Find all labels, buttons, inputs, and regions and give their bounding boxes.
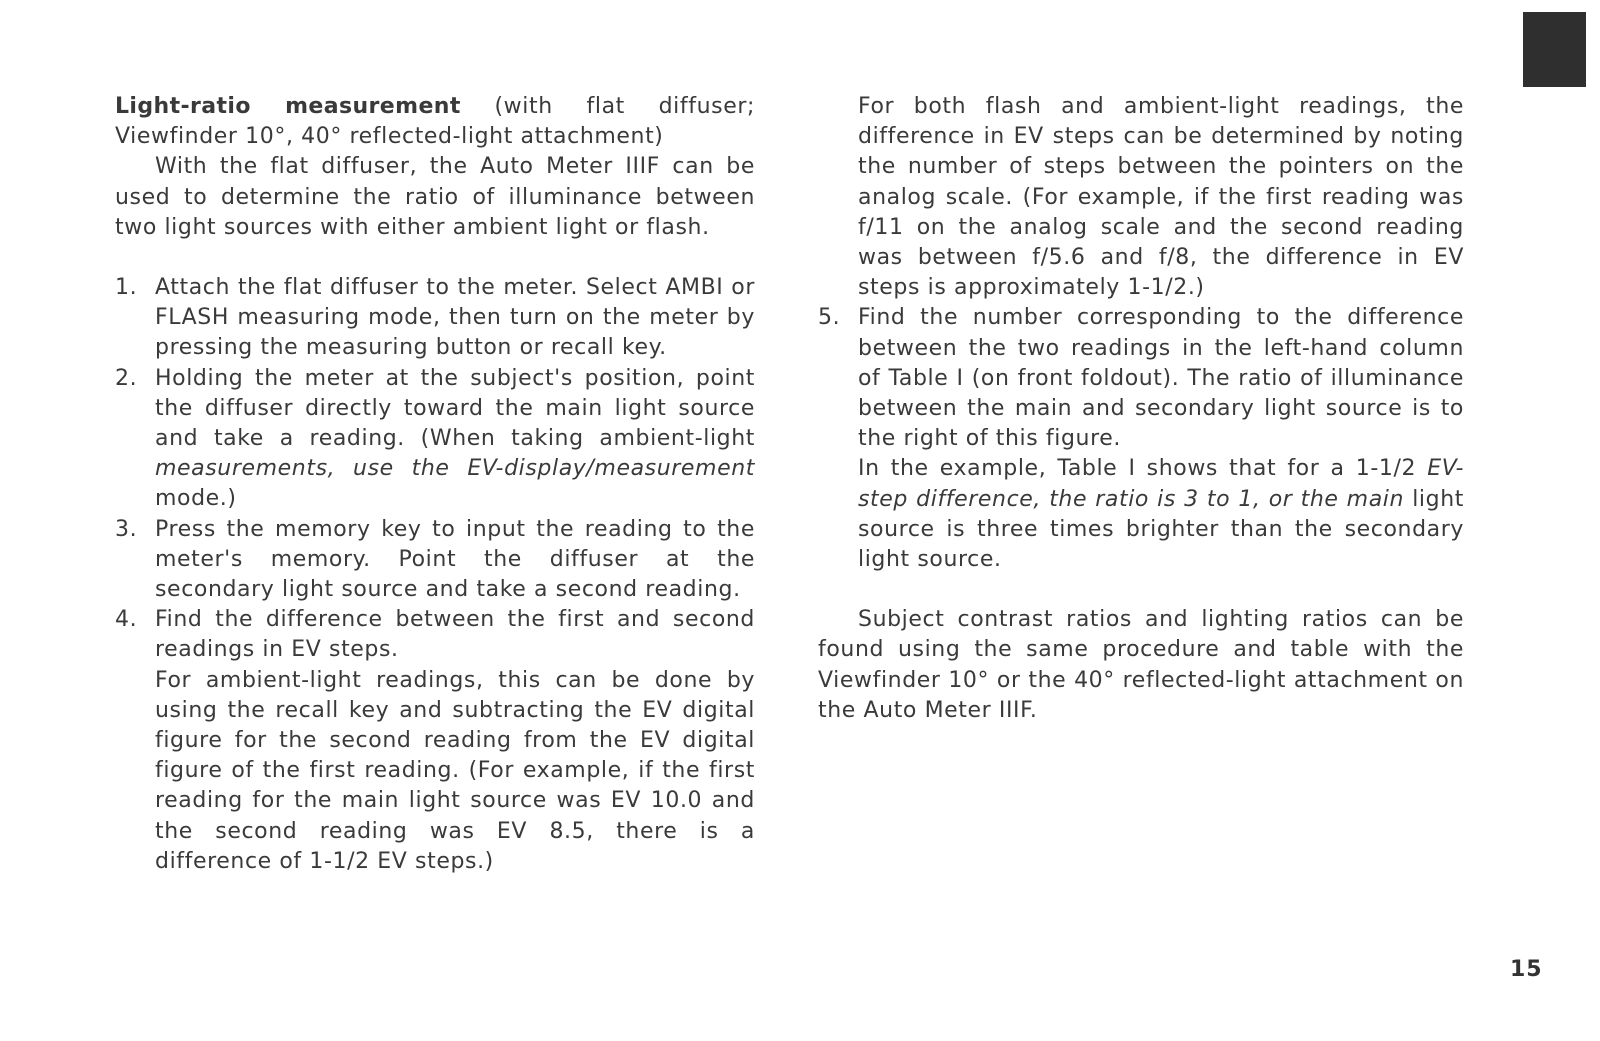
step-number: 4.	[115, 607, 138, 633]
page-number: 15	[1510, 957, 1543, 982]
step-4-continued: For both flash and ambient-light readings, the difference in EV steps can be determined by noting the number of steps between the pointers on the analog scale. (For example, if the first reading was f/11 on the analog scale and the second reading was between f/5.6 and f/8, the difference in EV steps is approximately 1-1/2.)	[858, 94, 1464, 301]
step-number: 1.	[115, 275, 138, 301]
step-text: Find the difference between the first and second readings in EV steps.	[155, 607, 755, 663]
steps-list	[115, 273, 755, 877]
intro-paragraph: With the flat diffuser, the Auto Meter IIIF can be used to determine the ratio of illuminance between two light sources with either ambient light or flash.	[115, 154, 755, 240]
section-heading-subtitle: (with flat diffuser; Viewfinder 10°, 40° reflected-light attachment)	[115, 94, 755, 150]
step-text-plain: Holding the meter at the subject's position, point the diffuser directly toward the main light source and take a reading. (When taking ambient-light	[155, 365, 755, 452]
step-number: 5.	[818, 305, 841, 331]
step-item-2	[115, 364, 755, 515]
example-plain: In the example, Table I shows that for a 1-1/2	[858, 456, 1428, 482]
steps-list-continued	[818, 303, 1464, 575]
example-italic: EV-step difference, the ratio is 3 to 1, or the main	[858, 456, 1464, 512]
step-text: Attach the flat diffuser to the meter. Select AMBI or FLASH measuring mode, then turn on the meter by pressing the measuring button or recall key.	[155, 275, 755, 361]
step-continuation: For ambient-light readings, this can be done by using the recall key and subtracting the EV digital figure for the second reading from the EV digital figure of the first reading. (For example, if the first reading for the main light source was EV 10.0 and the second reading was EV 8.5, there is a difference of 1-1/2 EV steps.)	[155, 667, 755, 874]
right-column	[818, 92, 1464, 726]
section-heading: Light-ratio measurement	[115, 94, 461, 119]
step-item-5	[818, 303, 1464, 575]
step-text: Press the memory key to input the reading to the meter's memory. Point the diffuser at the secondary light source and take a second reading.	[155, 516, 755, 603]
step-text-italic: measurements, use the EV-display/measurement	[155, 456, 755, 482]
thumb-index-tab	[1523, 12, 1586, 87]
section-heading-paragraph	[115, 92, 755, 152]
step-example	[858, 454, 1464, 575]
step-text-after: mode.)	[155, 486, 237, 512]
step-number: 2.	[115, 365, 138, 391]
step-text: Find the number corresponding to the difference between the two readings in the left-hand column of Table I (on front foldout). The ratio of illuminance between the main and secondary light source is to the right of this figure.	[858, 305, 1464, 452]
left-column	[115, 92, 755, 877]
step-number: 3.	[115, 516, 138, 542]
closing-paragraph: Subject contrast ratios and lighting ratios can be found using the same procedure and table with the Viewfinder 10° or the 40° reflected-light attachment on the Auto Meter IIIF.	[818, 607, 1464, 723]
spacer	[115, 243, 755, 273]
spacer	[818, 575, 1464, 605]
step-item-3	[115, 515, 755, 606]
step-text	[155, 364, 755, 515]
example-after: light source is three times brighter than the secondary light source.	[858, 486, 1464, 573]
step-item-4	[115, 605, 755, 877]
step-item-1	[115, 273, 755, 364]
